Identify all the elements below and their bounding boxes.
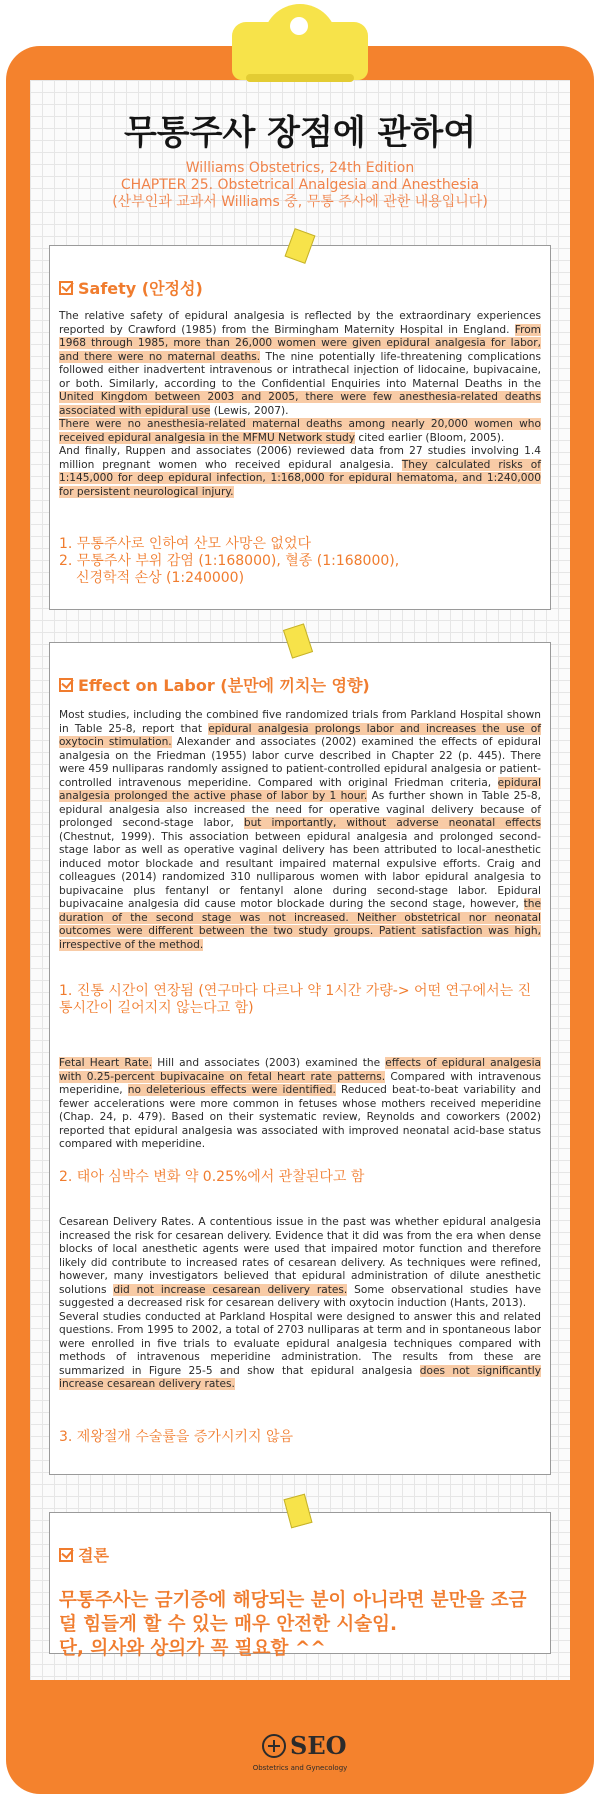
safety-card xyxy=(49,245,551,610)
highlight-run: There were no anesthesia-related maternal deaths among nearly 20,000 women who received epidural analgesia in the MFMU Network study xyxy=(59,418,541,444)
clip-shadow xyxy=(246,74,354,82)
page-title: 무통주사 장점에 관하여 xyxy=(123,113,477,153)
labor-note: 1. 진통 시간이 연장됨 (연구마다 다르나 약 1시간 가량-> 어떤 연구에서는 진통시간이 길어지지 않는다고 함) xyxy=(59,983,532,1016)
conclusion-line: 덜 힘들게 할 수 있는 매우 안전한 시술임. xyxy=(59,1614,398,1635)
logo-subtitle: Obstetrics and Gynecology xyxy=(252,1764,348,1772)
safety-paragraph xyxy=(59,310,541,418)
highlight-run: epidural analgesia prolongs labor and increases the use of oxytocin stimulation. xyxy=(59,722,541,748)
text-run: And finally, Ruppen and associates (2006) reviewed data from 27 studies involving 1.4 million pregnant women who received epidural analgesia. xyxy=(59,445,541,471)
subtitle-line: (산부인과 교과서 Williams 중, 무통 주사에 관한 내용입니다) xyxy=(112,194,488,210)
text-run: (Lewis, 2007). xyxy=(210,404,289,417)
cesarean-body xyxy=(59,1216,541,1392)
text-run: Reduced beat-to-beat variability and fewer accelerations were more common in fetuses whose mothers received meperidine (Chap. 24, p. 479). Based on their systematic review, Reynolds and coworkers (2002) reported that epidural analgesia was associated with improved neonatal acid-base status compared with meperidine. xyxy=(59,1084,541,1150)
note-line: 2. 무통주사 부위 감염 (1:168000), 혈종 (1:168000), xyxy=(59,553,400,569)
fetal-note: 2. 태아 심박수 변화 약 0.25%에서 관찰된다고 함 xyxy=(59,1169,365,1185)
highlight-run: epidural analgesia prolonged the active phase of labor by 1 hour. xyxy=(59,776,541,802)
safety-notes xyxy=(59,536,541,587)
text-run: The nine potentially life-threatening complications followed either inadvertent intravenous or intrathecal injection of lidocaine, bupivacaine, or both. Similarly, according to the Confidential Enquiries into Maternal Deaths in the xyxy=(59,350,541,390)
fetal-body xyxy=(59,1057,541,1152)
note-line: 1. 무통주사로 인하여 산모 사망은 없었다 xyxy=(59,536,311,552)
subtitle-line: Williams Obstetrics, 24th Edition xyxy=(185,160,415,176)
highlight-run: From 1968 through 1985, more than 26,000 women were given epidural analgesia for labor, and there were no maternal deaths. xyxy=(59,323,541,363)
highlight-run: They calculated risks of 1:145,000 for deep epidural infection, 1:168,000 for epidural hematoma, and 1:240,000 for persistent neurological injury. xyxy=(59,458,542,498)
clinic-logo xyxy=(262,1731,347,1760)
cesarean-note: 3. 제왕절개 수술률을 증가시키지 않음 xyxy=(59,1429,294,1445)
highlight-run: United Kingdom between 2003 and 2005, there were few anesthesia-related deaths associated with epidural use xyxy=(59,391,541,417)
cesarean-paragraph xyxy=(59,1216,541,1311)
highlight-run: Fetal Heart Rate. xyxy=(59,1057,153,1069)
checkbox-icon xyxy=(59,1548,73,1562)
text-run: Cesarean Delivery Rates. A contentious issue in the past was whether epidural analgesia increased the risk for cesarean delivery. Evidence that it did was from the era when dense blocks of local anesthetic agents were used that impaired motor function and therefore likely did contribute to increased rates of cesarean delivery. As techniques were refined, however, many investigators believed that epidural administration of dilute anesthetic solutions xyxy=(59,1216,541,1296)
highlight-run: effects of epidural analgesia with 0.25-percent bupivacaine on fetal heart rate patterns. xyxy=(59,1057,541,1083)
conclusion-heading-text: 결론 xyxy=(78,1546,109,1565)
fetal-paragraph xyxy=(59,1057,541,1152)
labor-card xyxy=(49,642,551,1475)
clip-hole xyxy=(290,17,308,35)
highlight-run: the duration of the second stage was not increased. Neither obstetrical nor neonatal outcomes were different between the two study groups. Patient satisfaction was high, irrespective of the method. xyxy=(59,898,541,951)
text-run: The relative safety of epidural analgesia is reflected by the extraordinary experiences reported by Crawford (1985) from the Birmingham Maternity Hospital in England. xyxy=(59,310,541,336)
conclusion-heading xyxy=(59,1543,109,1566)
text-run: (Chestnut, 1999). This association between epidural analgesia and prolonged second-stage labor as well as operative vaginal delivery has been attributed to local-anesthetic induced motor blockade and resultant impaired maternal expulsive efforts. Craig and colleagues (2014) randomized 310 nulliparous women with labor epidural analgesia to bupivacaine plus fentanyl or fentanyl alone during second-stage labor. Epidural bupivacaine analgesia did cause motor blockade during the second stage, however, xyxy=(59,830,541,910)
cross-icon xyxy=(262,1734,286,1758)
text-run: Several studies conducted at Parkland Hospital were designed to answer this and related questions. From 1995 to 2002, a total of 2703 nulliparas at term and in spontaneous labor were enrolled in five trials to evaluate epidural analgesia techniques compared with methods of intravenous meperidine administration. The results from these are summarized in Figure 25-5 and show that epidural analgesia xyxy=(59,1310,541,1377)
text-run: Compared with intravenous meperidine, xyxy=(59,1070,541,1096)
safety-heading xyxy=(59,276,203,299)
labor-body xyxy=(59,709,541,952)
safety-paragraph xyxy=(59,445,541,499)
cesarean-paragraph xyxy=(59,1311,541,1392)
text-run: Hill and associates (2003) examined the xyxy=(152,1057,386,1069)
subtitle-line: CHAPTER 25. Obstetrical Analgesia and Anesthesia xyxy=(120,177,480,193)
text-run: Some observational studies have suggested a decreased risk for cesarean delivery with oxytocin induction (Hants, 2013). xyxy=(59,1283,542,1309)
safety-heading-text: Safety (안정성) xyxy=(78,279,203,298)
safety-paragraph xyxy=(59,418,541,445)
safety-body xyxy=(59,310,541,499)
subtitle xyxy=(0,160,600,211)
conclusion-line: 무통주사는 금기증에 해당되는 분이 아니라면 분만을 조금 xyxy=(59,1590,527,1611)
highlight-run: but importantly, without adverse neonatal effects xyxy=(243,817,541,829)
text-run: As further shown in Table 25-8, epidural analgesia also increased the need for operative vaginal delivery because of prolonged second-stage labor, xyxy=(59,790,541,829)
text-run: cited earlier (Bloom, 2005). xyxy=(355,431,505,444)
conclusion-text xyxy=(59,1589,541,1661)
labor-heading xyxy=(59,673,370,696)
note-line: 신경학적 손상 (1:240000) xyxy=(76,570,245,586)
text-run: Most studies, including the combined five randomized trials from Parkland Hospital shown in Table 25-8, report that xyxy=(59,709,541,735)
highlight-run: does not significantly increase cesarean delivery rates. xyxy=(59,1364,541,1390)
text-run: Alexander and associates (2002) examined the effects of epidural analgesia on the Friedman (1955) labor curve described in Chapter 22 (p. 445). There were 459 nulliparas randomly assigned to patient-controlled epidural analgesia or patient-controlled intravenous meperidine. Compared with original Friedman criteria, xyxy=(59,736,541,789)
labor-heading-text: Effect on Labor (분만에 끼치는 영향) xyxy=(78,676,370,695)
highlight-run: did not increase cesarean delivery rates. xyxy=(113,1283,348,1296)
labor-paragraph xyxy=(59,709,541,952)
highlight-run: no deleterious effects were identified. xyxy=(127,1084,336,1096)
checkbox-icon xyxy=(59,678,73,692)
checkbox-icon xyxy=(59,281,73,295)
conclusion-line: 단, 의사와 상의가 꼭 필요함 ^^ xyxy=(59,1638,326,1659)
conclusion-card xyxy=(49,1512,551,1659)
logo-text: SEO xyxy=(290,1731,347,1760)
